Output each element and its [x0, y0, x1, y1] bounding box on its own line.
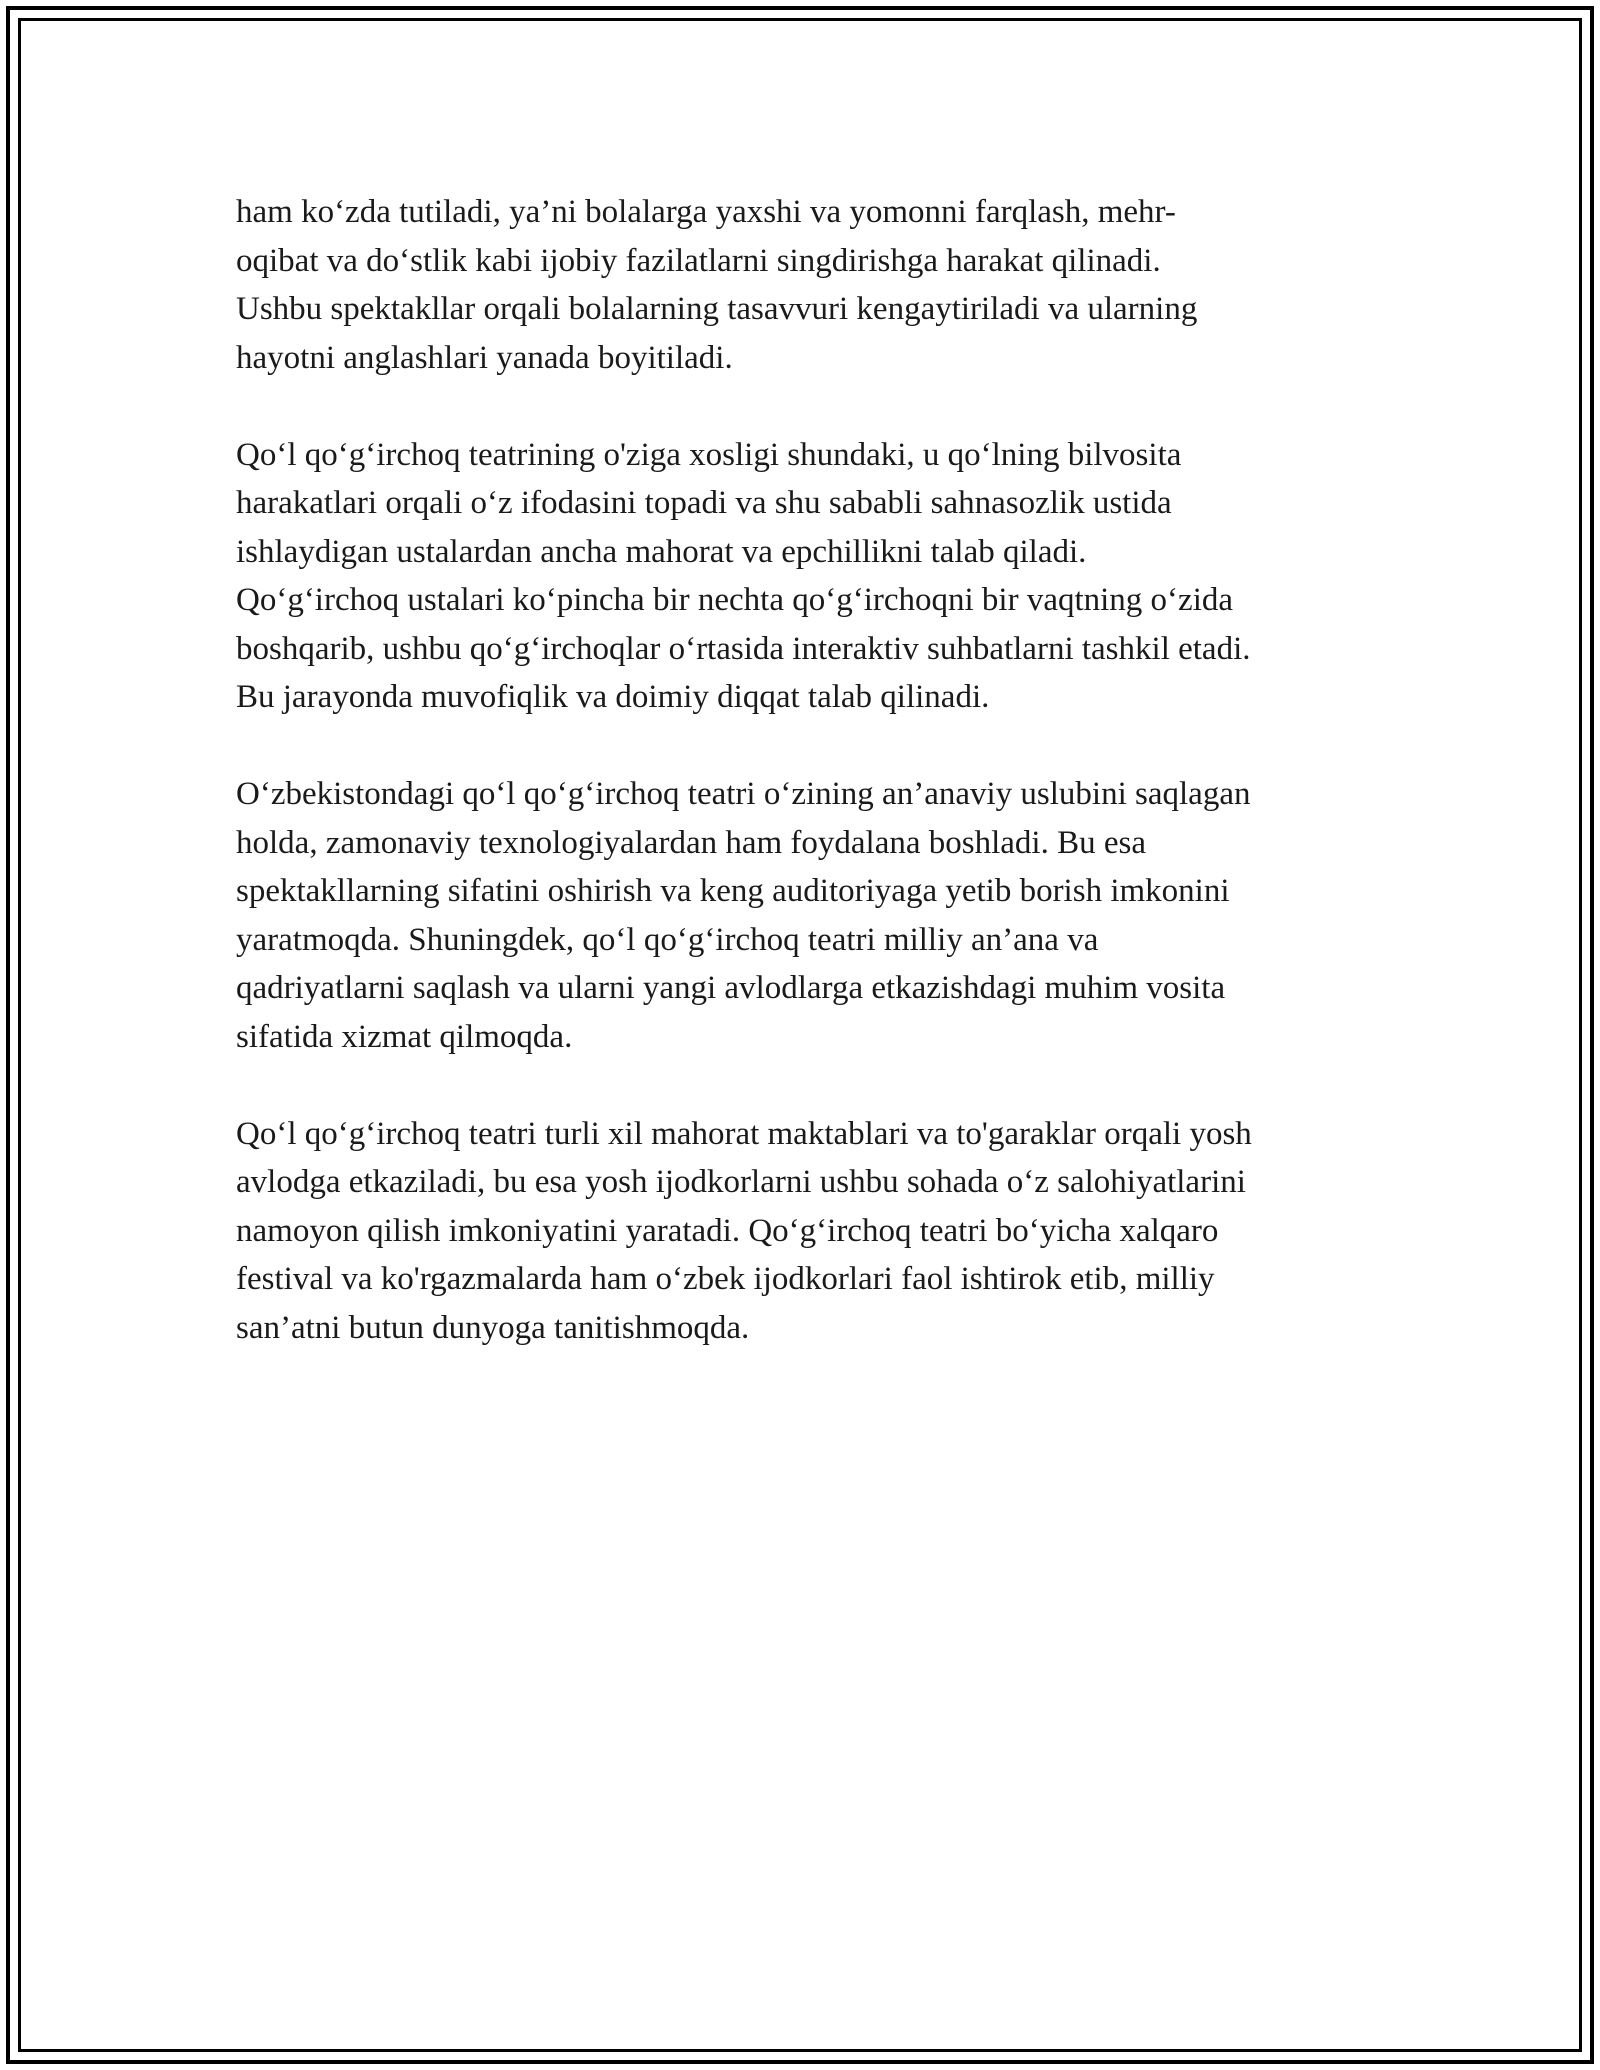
text-line: yaratmoqda. Shuningdek, qo‘l qo‘g‘irchoq teatri milliy an’ana va: [236, 921, 1099, 958]
text-line: ham ko‘zda tutiladi, ya’ni bolalarga yaxshi va yomonni farqlash, mehr-: [236, 194, 1176, 230]
text-line: san’atni butun dunyoga tanitishmoqda.: [236, 1309, 750, 1346]
text-line: hayotni anglashlari yanada boyitiladi.: [236, 339, 733, 376]
text-line: Bu jarayonda muvofiqlik va doimiy diqqat talab qilinadi.: [236, 679, 990, 715]
text-line: oqibat va do‘stlik kabi ijobiy fazilatlarni singdirishga harakat qilinadi.: [236, 242, 1161, 279]
text-line: Qo‘g‘irchoq ustalari ko‘pincha bir nechta qo‘g‘irchoqni bir vaqtning o‘zida: [236, 582, 1234, 618]
paragraph-4: [236, 1110, 1386, 1353]
document-body: [236, 188, 1386, 1401]
text-line: Qo‘l qo‘g‘irchoq teatri turli xil mahorat maktablari va to'garaklar orqali yosh: [236, 1115, 1252, 1152]
text-line: ishlaydigan ustalardan ancha mahorat va epchillikni talab qiladi.: [236, 533, 1087, 570]
text-line: harakatlari orqali o‘z ifodasini topadi va shu sababli sahnasozlik ustida: [236, 485, 1172, 521]
text-line: sifatida xizmat qilmoqda.: [236, 1018, 573, 1055]
text-line: holda, zamonaviy texnologiyalardan ham foydalana boshladi. Bu esa: [236, 824, 1146, 861]
paragraph-3: [236, 770, 1386, 1061]
text-line: boshqarib, ushbu qo‘g‘irchoqlar o‘rtasida interaktiv suhbatlarni tashkil etadi.: [236, 630, 1251, 667]
paragraph-1: [236, 188, 1386, 382]
text-line: Ushbu spektakllar orqali bolalarning tasavvuri kengaytiriladi va ularning: [236, 291, 1198, 327]
text-line: festival va ko'rgazmalarda ham o‘zbek ijodkorlari faol ishtirok etib, milliy: [236, 1261, 1215, 1297]
paragraph-2: [236, 431, 1386, 722]
text-line: O‘zbekistondagi qo‘l qo‘g‘irchoq teatri o‘zining an’anaviy uslubini saqlagan: [236, 776, 1251, 812]
text-line: namoyon qilish imkoniyatini yaratadi. Qo‘g‘irchoq teatri bo‘yicha xalqaro: [236, 1212, 1219, 1249]
text-line: spektakllarning sifatini oshirish va keng auditoriyaga yetib borish imkonini: [236, 873, 1230, 909]
text-line: avlodga etkaziladi, bu esa yosh ijodkorlarni ushbu sohada o‘z salohiyatlarini: [236, 1164, 1246, 1200]
text-line: qadriyatlarni saqlash va ularni yangi avlodlarga etkazishdagi muhim vosita: [236, 970, 1226, 1006]
text-line: Qo‘l qo‘g‘irchoq teatrining o'ziga xosligi shundaki, u qo‘lning bilvosita: [236, 436, 1182, 473]
